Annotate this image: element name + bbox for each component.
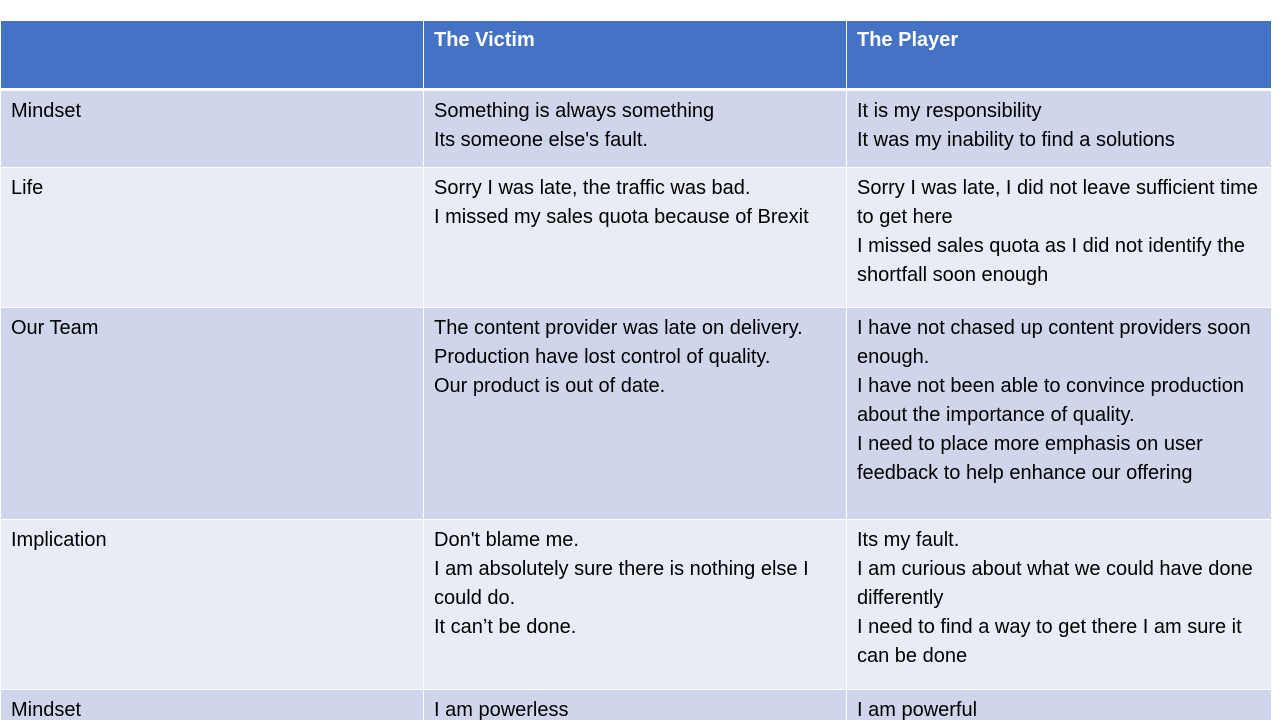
table-row xyxy=(1,308,1272,520)
player-cell xyxy=(847,520,1272,690)
header-empty-cell xyxy=(1,21,424,90)
player-line: I am powerful xyxy=(857,699,978,720)
header-victim: The Victim xyxy=(424,21,847,90)
victim-line: The content provider was late on delivery. xyxy=(434,317,803,339)
player-line: I have not been able to convince production about the importance of quality. xyxy=(857,375,1244,426)
player-cell xyxy=(847,90,1272,168)
table-row xyxy=(1,520,1272,690)
victim-line: Its someone else's fault. xyxy=(434,129,648,151)
player-cell xyxy=(847,168,1272,308)
player-line: I am curious about what we could have done differently xyxy=(857,558,1253,609)
player-line: It is my responsibility xyxy=(857,100,1042,122)
victim-cell xyxy=(424,308,847,520)
victim-line: I am absolutely sure there is nothing else I could do. xyxy=(434,558,809,609)
player-cell xyxy=(847,308,1272,520)
header-player: The Player xyxy=(847,21,1272,90)
player-line: It was my inability to find a solutions xyxy=(857,129,1175,151)
player-line: I have not chased up content providers soon enough. xyxy=(857,317,1251,368)
row-label: Our Team xyxy=(1,308,424,520)
victim-player-table xyxy=(0,20,1272,720)
victim-line: I am powerless xyxy=(434,699,569,720)
victim-line: Our product is out of date. xyxy=(434,375,666,397)
row-label: Implication xyxy=(1,520,424,690)
victim-line: Don't blame me. xyxy=(434,529,579,551)
row-label: Life xyxy=(1,168,424,308)
row-label: Mindset xyxy=(1,90,424,168)
table-row xyxy=(1,690,1272,720)
player-line: I need to find a way to get there I am sure it can be done xyxy=(857,616,1242,667)
player-line: Its my fault. xyxy=(857,529,960,551)
player-line: I missed sales quota as I did not identify the shortfall soon enough xyxy=(857,235,1245,286)
table-row xyxy=(1,168,1272,308)
row-label: Mindset xyxy=(1,690,424,720)
victim-cell xyxy=(424,168,847,308)
table-header-row xyxy=(1,21,1272,90)
victim-cell xyxy=(424,520,847,690)
table-row xyxy=(1,90,1272,168)
victim-line: It can’t be done. xyxy=(434,616,577,638)
player-line: I need to place more emphasis on user feedback to help enhance our offering xyxy=(857,433,1203,484)
player-cell xyxy=(847,690,1272,720)
victim-line: Sorry I was late, the traffic was bad. xyxy=(434,177,751,199)
player-line: Sorry I was late, I did not leave sufficient time to get here xyxy=(857,177,1258,228)
victim-line: I missed my sales quota because of Brexit xyxy=(434,206,809,228)
victim-line: Production have lost control of quality. xyxy=(434,346,771,368)
victim-cell xyxy=(424,90,847,168)
victim-cell xyxy=(424,690,847,720)
victim-line: Something is always something xyxy=(434,100,715,122)
